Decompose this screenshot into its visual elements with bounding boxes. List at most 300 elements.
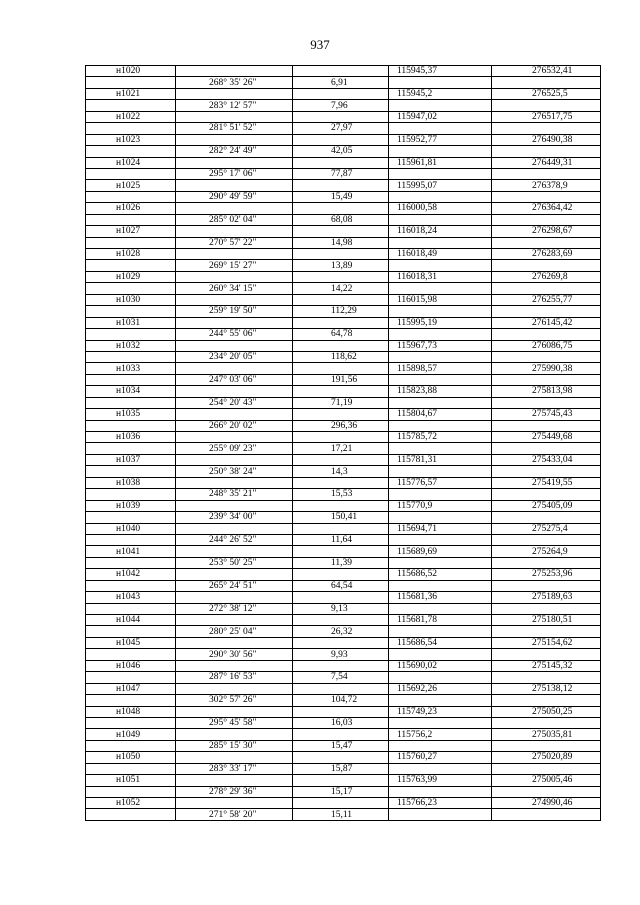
distance-cell-empty (293, 615, 389, 626)
direction-angle: 253° 50' 25" (176, 557, 293, 568)
x-coordinate: 115947,02 (389, 111, 492, 122)
direction-angle: 244° 26' 52" (176, 534, 293, 545)
segment-length: 296,36 (293, 420, 389, 431)
x-cell-empty (389, 489, 492, 500)
x-coordinate: 115785,72 (389, 432, 492, 443)
point-cell-empty (86, 191, 176, 202)
distance-cell-empty (293, 363, 389, 374)
point-cell-empty (86, 557, 176, 568)
x-cell-empty (389, 603, 492, 614)
x-cell-empty (389, 809, 492, 820)
distance-cell-empty (293, 157, 389, 168)
direction-angle: 272° 38' 12" (176, 603, 293, 614)
y-coordinate: 275189,63 (492, 592, 601, 603)
point-row (86, 294, 601, 305)
segment-row (86, 809, 601, 820)
x-cell-empty (389, 695, 492, 706)
point-id: н1036 (86, 432, 176, 443)
x-coordinate: 115689,69 (389, 546, 492, 557)
angle-cell-empty (176, 615, 293, 626)
distance-cell-empty (293, 340, 389, 351)
distance-cell-empty (293, 111, 389, 122)
y-cell-empty (492, 466, 601, 477)
y-cell-empty (492, 237, 601, 248)
angle-cell-empty (176, 271, 293, 282)
angle-cell-empty (176, 569, 293, 580)
segment-length: 15,11 (293, 809, 389, 820)
y-cell-empty (492, 214, 601, 225)
x-coordinate: 115681,36 (389, 592, 492, 603)
x-cell-empty (389, 763, 492, 774)
angle-cell-empty (176, 386, 293, 397)
point-id: н1051 (86, 775, 176, 786)
segment-row (86, 100, 601, 111)
point-row (86, 157, 601, 168)
direction-angle: 278° 29' 36" (176, 786, 293, 797)
x-cell-empty (389, 191, 492, 202)
x-coordinate: 115756,2 (389, 729, 492, 740)
point-row (86, 271, 601, 282)
point-id: н1037 (86, 454, 176, 465)
y-coordinate: 275253,96 (492, 569, 601, 580)
segment-row (86, 420, 601, 431)
distance-cell-empty (293, 66, 389, 77)
segment-row (86, 603, 601, 614)
point-cell-empty (86, 489, 176, 500)
y-cell-empty (492, 397, 601, 408)
segment-row (86, 672, 601, 683)
point-cell-empty (86, 763, 176, 774)
point-id: н1039 (86, 500, 176, 511)
point-cell-empty (86, 306, 176, 317)
direction-angle: 234° 20' 05" (176, 351, 293, 362)
page-number: 937 (310, 37, 330, 52)
angle-cell-empty (176, 798, 293, 809)
segment-length: 7,54 (293, 672, 389, 683)
direction-angle: 247° 03' 06" (176, 374, 293, 385)
distance-cell-empty (293, 569, 389, 580)
y-coordinate: 276283,69 (492, 249, 601, 260)
segment-length: 191,56 (293, 374, 389, 385)
angle-cell-empty (176, 88, 293, 99)
angle-cell-empty (176, 249, 293, 260)
angle-cell-empty (176, 363, 293, 374)
point-id: н1043 (86, 592, 176, 603)
y-coordinate: 275050,25 (492, 706, 601, 717)
x-cell-empty (389, 283, 492, 294)
y-coordinate: 275005,46 (492, 775, 601, 786)
distance-cell-empty (293, 775, 389, 786)
point-row (86, 386, 601, 397)
point-id: н1041 (86, 546, 176, 557)
y-cell-empty (492, 717, 601, 728)
segment-length: 150,41 (293, 512, 389, 523)
point-row (86, 569, 601, 580)
point-id: н1052 (86, 798, 176, 809)
x-cell-empty (389, 443, 492, 454)
point-id: н1025 (86, 180, 176, 191)
distance-cell-empty (293, 271, 389, 282)
direction-angle: 254° 20' 43" (176, 397, 293, 408)
point-id: н1046 (86, 660, 176, 671)
x-coordinate: 115690,02 (389, 660, 492, 671)
point-cell-empty (86, 283, 176, 294)
segment-length: 71,19 (293, 397, 389, 408)
x-coordinate: 115995,07 (389, 180, 492, 191)
x-coordinate: 115763,99 (389, 775, 492, 786)
x-coordinate: 115823,88 (389, 386, 492, 397)
distance-cell-empty (293, 477, 389, 488)
x-coordinate: 116018,24 (389, 226, 492, 237)
x-coordinate: 115686,52 (389, 569, 492, 580)
direction-angle: 281° 51' 52" (176, 123, 293, 134)
angle-cell-empty (176, 294, 293, 305)
point-id: н1038 (86, 477, 176, 488)
distance-cell-empty (293, 637, 389, 648)
direction-angle: 282° 24' 49" (176, 146, 293, 157)
point-row (86, 660, 601, 671)
x-cell-empty (389, 649, 492, 660)
y-cell-empty (492, 603, 601, 614)
y-coordinate: 276298,67 (492, 226, 601, 237)
y-coordinate: 276269,8 (492, 271, 601, 282)
angle-cell-empty (176, 203, 293, 214)
x-cell-empty (389, 786, 492, 797)
x-cell-empty (389, 512, 492, 523)
segment-row (86, 512, 601, 523)
segment-length: 112,29 (293, 306, 389, 317)
segment-row (86, 123, 601, 134)
y-coordinate: 275035,81 (492, 729, 601, 740)
y-cell-empty (492, 786, 601, 797)
y-cell-empty (492, 672, 601, 683)
y-cell-empty (492, 763, 601, 774)
y-cell-empty (492, 512, 601, 523)
point-cell-empty (86, 214, 176, 225)
point-cell-empty (86, 672, 176, 683)
point-cell-empty (86, 649, 176, 660)
point-id: н1049 (86, 729, 176, 740)
point-row (86, 729, 601, 740)
x-cell-empty (389, 237, 492, 248)
x-cell-empty (389, 351, 492, 362)
segment-length: 64,78 (293, 329, 389, 340)
direction-angle: 285° 02' 04" (176, 214, 293, 225)
x-cell-empty (389, 580, 492, 591)
x-cell-empty (389, 717, 492, 728)
x-cell-empty (389, 397, 492, 408)
direction-angle: 280° 25' 04" (176, 626, 293, 637)
angle-cell-empty (176, 477, 293, 488)
point-row (86, 111, 601, 122)
point-id: н1022 (86, 111, 176, 122)
point-id: н1050 (86, 752, 176, 763)
y-coordinate: 276364,42 (492, 203, 601, 214)
angle-cell-empty (176, 683, 293, 694)
y-coordinate: 276532,41 (492, 66, 601, 77)
y-coordinate: 275419,55 (492, 477, 601, 488)
point-row (86, 798, 601, 809)
segment-row (86, 283, 601, 294)
y-cell-empty (492, 557, 601, 568)
y-cell-empty (492, 443, 601, 454)
point-id: н1030 (86, 294, 176, 305)
point-row (86, 637, 601, 648)
distance-cell-empty (293, 249, 389, 260)
point-row (86, 88, 601, 99)
segment-length: 6,91 (293, 77, 389, 88)
point-row (86, 546, 601, 557)
distance-cell-empty (293, 294, 389, 305)
direction-angle: 269° 15' 27" (176, 260, 293, 271)
segment-row (86, 374, 601, 385)
segment-row (86, 329, 601, 340)
point-id: н1029 (86, 271, 176, 282)
segment-row (86, 397, 601, 408)
angle-cell-empty (176, 523, 293, 534)
x-coordinate: 115898,57 (389, 363, 492, 374)
point-row (86, 477, 601, 488)
distance-cell-empty (293, 317, 389, 328)
segment-row (86, 306, 601, 317)
segment-length: 26,32 (293, 626, 389, 637)
y-cell-empty (492, 100, 601, 111)
y-coordinate: 276255,77 (492, 294, 601, 305)
x-coordinate: 115781,31 (389, 454, 492, 465)
angle-cell-empty (176, 660, 293, 671)
point-cell-empty (86, 626, 176, 637)
distance-cell-empty (293, 454, 389, 465)
point-row (86, 752, 601, 763)
angle-cell-empty (176, 134, 293, 145)
y-coordinate: 276517,75 (492, 111, 601, 122)
y-coordinate: 276490,38 (492, 134, 601, 145)
segment-length: 13,89 (293, 260, 389, 271)
x-cell-empty (389, 214, 492, 225)
point-row (86, 134, 601, 145)
point-row (86, 775, 601, 786)
x-cell-empty (389, 740, 492, 751)
distance-cell-empty (293, 432, 389, 443)
x-cell-empty (389, 100, 492, 111)
segment-row (86, 237, 601, 248)
segment-row (86, 580, 601, 591)
segment-row (86, 786, 601, 797)
distance-cell-empty (293, 226, 389, 237)
y-coordinate: 275990,38 (492, 363, 601, 374)
x-coordinate: 115804,67 (389, 409, 492, 420)
y-cell-empty (492, 489, 601, 500)
segment-row (86, 763, 601, 774)
point-id: н1047 (86, 683, 176, 694)
point-cell-empty (86, 146, 176, 157)
segment-length: 9,93 (293, 649, 389, 660)
segment-length: 7,96 (293, 100, 389, 111)
point-row (86, 203, 601, 214)
angle-cell-empty (176, 546, 293, 557)
x-cell-empty (389, 260, 492, 271)
segment-length: 15,17 (293, 786, 389, 797)
y-coordinate: 275405,09 (492, 500, 601, 511)
point-id: н1033 (86, 363, 176, 374)
y-coordinate: 276145,42 (492, 317, 601, 328)
point-id: н1021 (86, 88, 176, 99)
point-id: н1034 (86, 386, 176, 397)
y-coordinate: 275138,12 (492, 683, 601, 694)
point-id: н1042 (86, 569, 176, 580)
segment-row (86, 191, 601, 202)
segment-row (86, 534, 601, 545)
point-cell-empty (86, 512, 176, 523)
x-cell-empty (389, 534, 492, 545)
y-coordinate: 275264,9 (492, 546, 601, 557)
y-coordinate: 275433,04 (492, 454, 601, 465)
y-cell-empty (492, 191, 601, 202)
segment-row (86, 214, 601, 225)
x-cell-empty (389, 306, 492, 317)
angle-cell-empty (176, 729, 293, 740)
point-cell-empty (86, 420, 176, 431)
y-coordinate: 275180,51 (492, 615, 601, 626)
y-cell-empty (492, 123, 601, 134)
segment-row (86, 466, 601, 477)
angle-cell-empty (176, 592, 293, 603)
angle-cell-empty (176, 180, 293, 191)
angle-cell-empty (176, 454, 293, 465)
y-coordinate: 275745,43 (492, 409, 601, 420)
x-coordinate: 115749,23 (389, 706, 492, 717)
x-coordinate: 115770,9 (389, 500, 492, 511)
point-id: н1026 (86, 203, 176, 214)
y-cell-empty (492, 374, 601, 385)
direction-angle: 266° 20' 02" (176, 420, 293, 431)
distance-cell-empty (293, 523, 389, 534)
point-row (86, 432, 601, 443)
direction-angle: 250° 38' 24" (176, 466, 293, 477)
x-coordinate: 115995,19 (389, 317, 492, 328)
point-row (86, 180, 601, 191)
y-cell-empty (492, 283, 601, 294)
angle-cell-empty (176, 226, 293, 237)
segment-row (86, 626, 601, 637)
y-cell-empty (492, 649, 601, 660)
x-cell-empty (389, 168, 492, 179)
segment-length: 9,13 (293, 603, 389, 614)
y-cell-empty (492, 740, 601, 751)
x-cell-empty (389, 329, 492, 340)
point-cell-empty (86, 740, 176, 751)
x-cell-empty (389, 123, 492, 134)
direction-angle: 255° 09' 23" (176, 443, 293, 454)
direction-angle: 265° 24' 51" (176, 580, 293, 591)
angle-cell-empty (176, 340, 293, 351)
segment-row (86, 351, 601, 362)
x-coordinate: 115681,78 (389, 615, 492, 626)
direction-angle: 285° 15' 30" (176, 740, 293, 751)
distance-cell-empty (293, 592, 389, 603)
x-cell-empty (389, 77, 492, 88)
direction-angle: 283° 12' 57" (176, 100, 293, 111)
direction-angle: 270° 57' 22" (176, 237, 293, 248)
segment-length: 16,03 (293, 717, 389, 728)
segment-row (86, 489, 601, 500)
point-cell-empty (86, 466, 176, 477)
point-row (86, 500, 601, 511)
point-cell-empty (86, 374, 176, 385)
direction-angle: 248° 35' 21" (176, 489, 293, 500)
x-cell-empty (389, 557, 492, 568)
segment-length: 118,62 (293, 351, 389, 362)
point-cell-empty (86, 786, 176, 797)
point-cell-empty (86, 580, 176, 591)
direction-angle: 290° 30' 56" (176, 649, 293, 660)
point-cell-empty (86, 260, 176, 271)
point-row (86, 226, 601, 237)
x-coordinate: 115692,26 (389, 683, 492, 694)
segment-length: 11,64 (293, 534, 389, 545)
point-cell-empty (86, 351, 176, 362)
x-cell-empty (389, 672, 492, 683)
distance-cell-empty (293, 134, 389, 145)
segment-length: 14,98 (293, 237, 389, 248)
y-cell-empty (492, 534, 601, 545)
distance-cell-empty (293, 203, 389, 214)
point-cell-empty (86, 100, 176, 111)
point-row (86, 317, 601, 328)
point-cell-empty (86, 534, 176, 545)
point-id: н1048 (86, 706, 176, 717)
angle-cell-empty (176, 706, 293, 717)
coordinates-table (85, 65, 601, 821)
y-coordinate: 275449,68 (492, 432, 601, 443)
direction-angle: 295° 17' 06" (176, 168, 293, 179)
point-row (86, 454, 601, 465)
point-row (86, 592, 601, 603)
point-row (86, 249, 601, 260)
y-cell-empty (492, 168, 601, 179)
x-coordinate: 115945,2 (389, 88, 492, 99)
x-coordinate: 115694,71 (389, 523, 492, 534)
point-cell-empty (86, 809, 176, 820)
segment-length: 15,47 (293, 740, 389, 751)
distance-cell-empty (293, 88, 389, 99)
angle-cell-empty (176, 409, 293, 420)
segment-row (86, 260, 601, 271)
point-cell-empty (86, 237, 176, 248)
x-cell-empty (389, 466, 492, 477)
angle-cell-empty (176, 500, 293, 511)
point-row (86, 683, 601, 694)
y-cell-empty (492, 146, 601, 157)
x-coordinate: 115967,73 (389, 340, 492, 351)
angle-cell-empty (176, 157, 293, 168)
point-row (86, 66, 601, 77)
point-id: н1044 (86, 615, 176, 626)
x-coordinate: 115776,57 (389, 477, 492, 488)
y-coordinate: 276449,31 (492, 157, 601, 168)
segment-row (86, 557, 601, 568)
distance-cell-empty (293, 546, 389, 557)
segment-length: 14,3 (293, 466, 389, 477)
y-coordinate: 276525,5 (492, 88, 601, 99)
segment-length: 64,54 (293, 580, 389, 591)
angle-cell-empty (176, 752, 293, 763)
x-coordinate: 115760,27 (389, 752, 492, 763)
point-row (86, 706, 601, 717)
point-cell-empty (86, 168, 176, 179)
y-coordinate: 276086,75 (492, 340, 601, 351)
point-cell-empty (86, 397, 176, 408)
